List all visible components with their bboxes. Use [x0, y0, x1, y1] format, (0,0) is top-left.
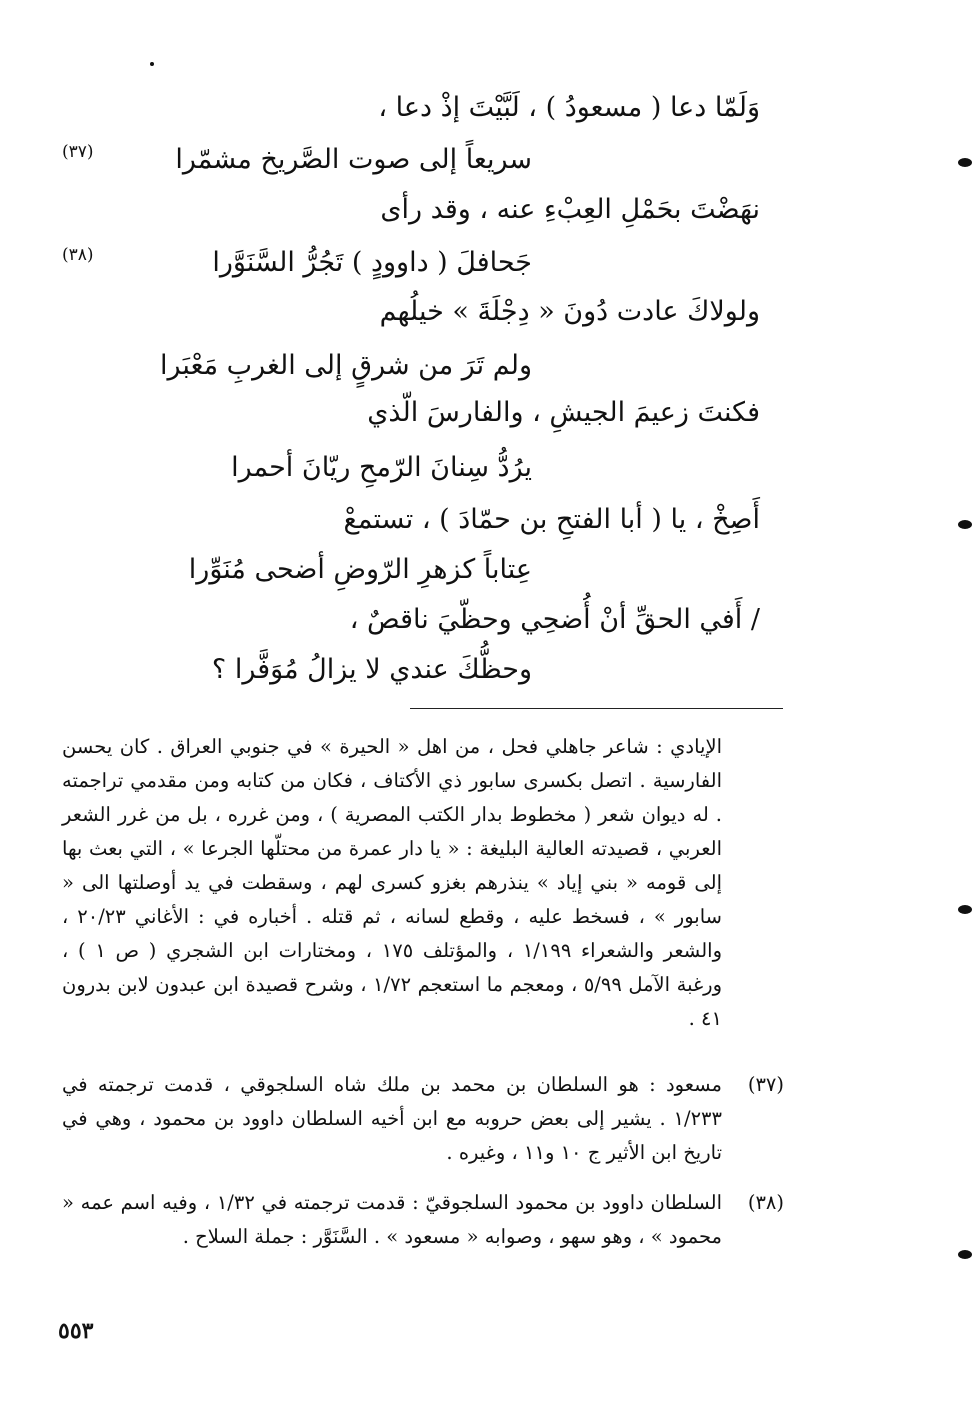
edge-mark	[958, 520, 972, 529]
verse-line: وَلَمّا دعا ( مسعودُ ) ، لَبَّيْتَ إذْ دعا ،	[378, 92, 760, 123]
verse-line: نهَضْتَ بحَمْلِ العِبْءِ عنه ، وقد رأى	[380, 194, 760, 225]
footnote-number: (٣٨)	[747, 1191, 784, 1214]
verse-line: ولولاكَ عادت دُونَ « دِجْلَةَ » خيلُهم	[379, 296, 760, 327]
verse-line: ولم تَرَ من شرقٍ إلى الغربِ مَعْبَرا	[160, 350, 532, 381]
verse-line: / أَفي الحقِّ أنْ أُضحِي وحظّيَ ناقصٌ ،	[349, 604, 760, 635]
edge-mark	[958, 905, 972, 914]
verse-line: جَحافلَ ( داوودٍ ) تَجُرُّ السَّنَوَّرا	[212, 247, 532, 278]
verse-line: عِتاباً كزهرِ الرّوضِ أضحى مُنَوِّرا	[188, 554, 532, 585]
footnote-ref: (٣٧)	[62, 142, 94, 162]
edge-mark	[958, 1250, 972, 1259]
verse-line: فكنتَ زعيمَ الجيشِ ، والفارسَ الّذي	[367, 397, 760, 428]
ink-dot	[150, 62, 154, 66]
edge-mark	[958, 158, 972, 167]
verse-line: وحظُّكَ عندي لا يزالُ مُوَفَّرا ؟	[211, 654, 532, 685]
footnote-separator	[410, 708, 783, 709]
verse-line: أَصِخْ ، يا ( أبا الفتحِ بن حمّادَ ) ، تستمعْ	[343, 504, 760, 535]
footnote-number: (٣٧)	[747, 1073, 784, 1096]
page-number: ٥٥٣	[58, 1318, 94, 1344]
verse-line: يرُدُّ سِنانَ الرّمحِ ريّانَ أحمرا	[231, 452, 532, 483]
footnote-38: السلطان داوود بن محمود السلجوقيّ : قدمت ترجمته في ١/٣٢ ، وفيه اسم عمه « محمود » ، وهو سهو ، وصوابه « مسعود » . السَّنَوَّر : جملة السلاح .	[62, 1191, 722, 1248]
footnote-ref: (٣٨)	[62, 245, 94, 265]
verse-line: سريعاً إلى صوت الصَّريخ مشمّرا	[175, 144, 532, 175]
footnote-37: مسعود : هو السلطان بن محمد بن ملك شاه السلجوقي ، قدمت ترجمته في ١/٢٣٣ . يشير إلى بعض حروبه مع ابن أخيه السلطان داوود بن محمود ، وهي في تاريخ ابن الأثير ج ١٠ و١١ ، وغيره .	[62, 1073, 722, 1164]
footnote-continuation: الإيادي : شاعر جاهلي فحل ، من اهل « الحيرة » في جنوبي العراق . كان يحسن الفارسية . اتصل بكسرى سابور ذي الأكتاف ، فكان من كتابه ومن مقدمي تراجمته . له ديوان شعر ( مخطوط بدار الكتب المصرية ) ، ومن غرره ، بل من غرر الشعر العربي ، قصيدته العالية البليغة : « يا دار عمرة من محتلّها الجرعا » ، التي بعث بها إلى قومه « بني إياد » ينذرهم بغزو كسرى لهم ، وسقطت في يد أوصلتها الى « سابور » ، فسخط عليه ، وقطع لسانه ، ثم قتله . أخباره في : الأغاني ٢٠/٢٣ ، والشعر والشعراء ١/١٩٩ ، والمؤتلف ١٧٥ ، ومختارات ابن الشجري ( ص ١ ) ، ورغبة الآمل ٥/٩٩ ، ومعجم ما استعجم ١/٧٢ ، وشرح قصيدة ابن عبدون لابن بدرون ٤١ .	[62, 735, 723, 1030]
